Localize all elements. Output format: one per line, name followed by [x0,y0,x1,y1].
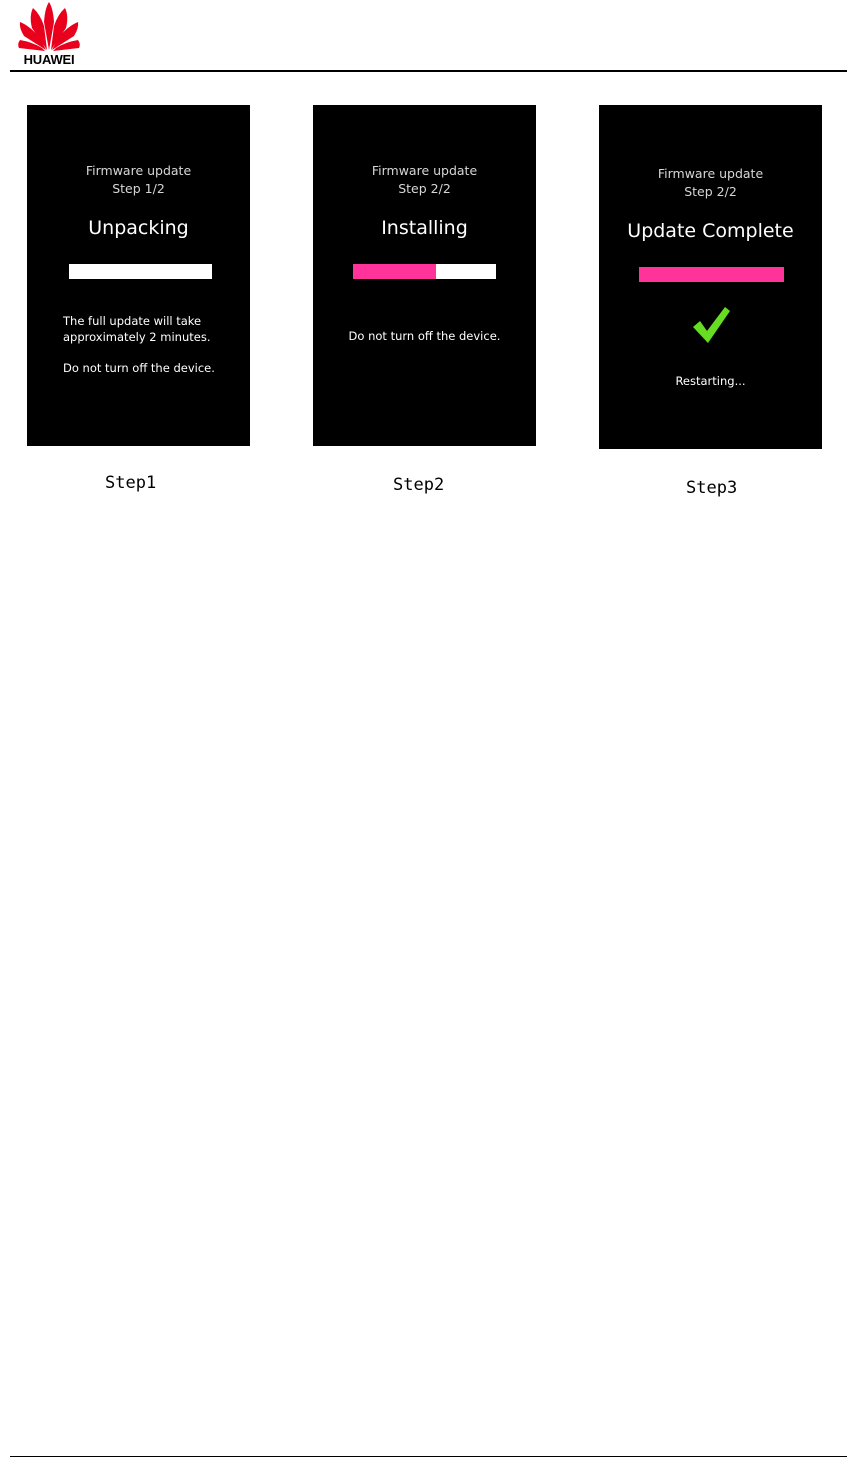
screen-step3 [599,105,822,449]
screen-step1 [27,105,250,446]
progress-bar [639,267,784,282]
status-title: Installing [381,217,468,239]
duration-message-line1: The full update will take [63,314,202,328]
footer-divider [10,1456,847,1457]
firmware-update-label: Firmware update [85,163,192,178]
restarting-message: Restarting... [675,374,746,388]
status-title: Update Complete [627,220,794,242]
firmware-update-label: Firmware update [657,166,764,181]
warning-message: Do not turn off the device. [63,361,215,375]
caption-step2: Step2 [393,475,445,495]
step-indicator: Step 1/2 [112,181,165,196]
screen-step2 [313,105,536,446]
duration-message-line2: approximately 2 minutes. [63,330,211,344]
checkmark-icon [691,305,731,345]
warning-message: Do not turn off the device. [348,329,501,343]
progress-bar [353,264,496,279]
huawei-petal-logo-icon [18,2,80,52]
caption-step1: Step1 [105,473,157,493]
step-indicator: Step 2/2 [684,184,737,199]
header-divider [10,70,847,72]
status-title: Unpacking [88,217,189,239]
firmware-update-label: Firmware update [371,163,478,178]
progress-fill [353,264,436,279]
brand-name: HUAWEI [23,52,75,67]
caption-step3: Step3 [686,478,738,498]
progress-fill [639,267,784,282]
step-indicator: Step 2/2 [398,181,451,196]
huawei-logo [12,2,86,68]
progress-bar [69,264,212,279]
